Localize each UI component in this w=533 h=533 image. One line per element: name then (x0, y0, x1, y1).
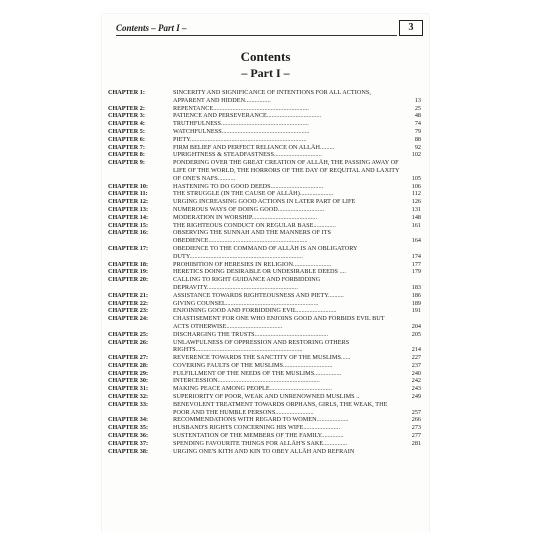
page-number: 3 (399, 20, 423, 36)
toc-entry (108, 144, 421, 152)
chapter-title: SUSTENTATION OF THE MEMBERS OF THE FAMILY.............. (173, 432, 344, 440)
table-of-contents (108, 89, 421, 455)
chapter-page-number: 273 (411, 424, 421, 432)
chapter-page-number: 277 (411, 432, 421, 440)
chapter-title: FIRM BELIEF AND PERFECT RELIANCE ON ALLĀH......... (173, 143, 335, 151)
chapter-title: SUPERIORITY OF POOR, WEAK AND UNRENOWNED MUSLIMS .. (173, 393, 360, 401)
chapter-title: INTERCESSION................................................................ (173, 377, 320, 385)
toc-entry (108, 292, 421, 300)
toc-entry (108, 159, 421, 182)
chapter-title: HERETICS DOING DESIRABLE OR UNDESIRABLE DEEDS .... (173, 268, 346, 276)
chapter-page-number: 179 (411, 268, 421, 276)
chapter-title: SINCERITY AND SIGNIFICANCE OF INTENTIONS FOR ALL ACTIONS, APPARENT AND HIDDEN................ (173, 89, 371, 104)
toc-entry (108, 448, 421, 456)
chapter-title: REPENTANCE............................................................ (173, 104, 310, 112)
chapter-page-number: 74 (414, 120, 421, 128)
chapter-page-number: 106 (411, 182, 421, 190)
toc-entry (108, 128, 421, 136)
chapter-label: CHAPTER 38: (108, 447, 149, 455)
chapter-label: CHAPTER 17: (108, 244, 149, 252)
toc-entry (108, 222, 421, 230)
contents-title: Contents (240, 49, 291, 64)
chapter-title: BENEVOLENT TREATMENT TOWARDS ORPHANS, GIRLS, THE WEAK, THE POOR AND THE HUMBLE PERSONS........................ (173, 400, 388, 416)
chapter-title: HUSBAND'S RIGHTS CONCERNING HIS WIFE....................... (173, 424, 341, 432)
chapter-page-number: 79 (414, 127, 421, 135)
chapter-page-number: 174 (411, 252, 421, 260)
chapter-label: CHAPTER 33: (108, 400, 149, 408)
toc-entry (108, 393, 421, 401)
chapter-label: CHAPTER 30: (108, 377, 149, 385)
chapter-title: CHASTISEMENT FOR ONE WHO ENJOINS GOOD AND FORBIDS EVIL BUT ACTS OTHERWISE................................... (173, 315, 385, 330)
chapter-page-number: 88 (414, 135, 421, 143)
toc-entry (108, 440, 421, 448)
toc-entry (108, 261, 421, 269)
chapter-title: DISCHARGING THE TRUSTS.............................................. (173, 330, 329, 338)
chapter-label: CHAPTER 2: (108, 104, 145, 112)
chapter-title: PATIENCE AND PERSEVERANCE.................................. (173, 112, 322, 120)
contents-subtitle: – Part I – (241, 66, 290, 80)
toc-entry (108, 245, 421, 261)
chapter-title: THE STRUGGLE (IN THE CAUSE OF ALLĀH)..................... (173, 190, 334, 198)
chapter-page-number: 13 (414, 96, 421, 104)
toc-entry (108, 268, 421, 276)
chapter-label: CHAPTER 21: (108, 291, 149, 299)
chapter-label: CHAPTER 16: (108, 229, 149, 237)
chapter-page-number: 237 (411, 361, 421, 369)
chapter-label: CHAPTER 7: (108, 143, 145, 151)
chapter-page-number: 161 (411, 221, 421, 229)
toc-entry (108, 354, 421, 362)
chapter-title: THE RIGHTEOUS CONDUCT ON REGULAR BASE.............. (173, 221, 336, 229)
toc-entry (108, 307, 421, 315)
chapter-label: CHAPTER 12: (108, 198, 149, 206)
toc-entry (108, 432, 421, 440)
toc-entry (108, 362, 421, 370)
chapter-page-number: 214 (411, 346, 421, 354)
toc-entry (108, 377, 421, 385)
toc-entry (108, 105, 421, 113)
running-title: Contents – Part I – (116, 23, 187, 33)
chapter-label: CHAPTER 37: (108, 439, 149, 447)
chapter-label: CHAPTER 8: (108, 151, 145, 159)
chapter-page-number: 102 (411, 151, 421, 159)
chapter-label: CHAPTER 10: (108, 182, 149, 190)
chapter-title: PIETY......................................................................... (173, 135, 307, 143)
chapter-title: RECOMMENDATIONS WITH REGARD TO WOMEN.................... (173, 416, 349, 424)
book-page (102, 14, 429, 533)
chapter-label: CHAPTER 27: (108, 354, 149, 362)
chapter-page-number: 240 (411, 369, 421, 377)
toc-entry (108, 331, 421, 339)
chapter-label: CHAPTER 35: (108, 424, 149, 432)
chapter-page-number: 183 (411, 283, 421, 291)
chapter-page-number: 266 (411, 416, 421, 424)
toc-entry (108, 229, 421, 245)
chapter-label: CHAPTER 13: (108, 205, 149, 213)
chapter-label: CHAPTER 31: (108, 385, 149, 393)
chapter-page-number: 92 (414, 143, 421, 151)
chapter-title: ASSISTANCE TOWARDS RIGHTEOUSNESS AND PIETY.......... (173, 291, 344, 299)
toc-entry (108, 112, 421, 120)
header-rule (116, 35, 397, 36)
chapter-label: CHAPTER 20: (108, 276, 149, 284)
chapter-page-number: 249 (411, 393, 421, 401)
chapter-page-number: 112 (411, 190, 421, 198)
chapter-title: PROHIBITION OF HERESIES IN RELIGION........................ (173, 260, 332, 268)
chapter-title: MODERATION IN WORSHIP......................................... (173, 213, 318, 221)
chapter-title: COVERING FAULTS OF THE MUSLIMS............................... (173, 361, 333, 369)
chapter-label: CHAPTER 34: (108, 416, 149, 424)
chapter-label: CHAPTER 4: (108, 120, 145, 128)
chapter-title: UPRIGHTNESS & STEADFASTNESS.............................. (173, 151, 322, 159)
chapter-label: CHAPTER 3: (108, 112, 145, 120)
chapter-label: CHAPTER 29: (108, 369, 149, 377)
chapter-label: CHAPTER 19: (108, 268, 149, 276)
chapter-label: CHAPTER 9: (108, 159, 145, 167)
chapter-label: CHAPTER 1: (108, 89, 145, 96)
chapter-title: NUMEROUS WAYS OF DOING GOOD............................. (173, 205, 325, 213)
chapter-label: CHAPTER 28: (108, 361, 149, 369)
toc-entry (108, 385, 421, 393)
chapter-page-number: 242 (411, 377, 421, 385)
chapter-label: CHAPTER 24: (108, 315, 149, 323)
chapter-page-number: 131 (411, 205, 421, 213)
toc-entry (108, 89, 421, 105)
chapter-label: CHAPTER 26: (108, 338, 149, 346)
chapter-page-number: 204 (411, 322, 421, 330)
chapter-page-number: 243 (411, 385, 421, 393)
chapter-label: CHAPTER 15: (108, 221, 149, 229)
chapter-title: OBEDIENCE TO THE COMMAND OF ALLĀH IS AN OBLIGATORY DUTY....................................................................... (173, 244, 358, 260)
page-header (108, 20, 423, 37)
toc-entry (108, 206, 421, 214)
toc-entry (108, 214, 421, 222)
toc-entry (108, 300, 421, 308)
toc-entry (108, 120, 421, 128)
chapter-title: WATCHFULNESS....................................................... (173, 127, 310, 135)
chapter-page-number: 281 (411, 439, 421, 447)
toc-entry (108, 401, 421, 417)
chapter-title: UNLAWFULNESS OF OPPRESSION AND RESTORING OTHERS RIGHTS................................................................... (173, 338, 350, 354)
chapter-page-number: 227 (411, 354, 421, 362)
chapter-page-number: 126 (411, 198, 421, 206)
chapter-title: FULFILLMENT OF THE NEEDS OF THE MUSLIMS................. (173, 369, 342, 377)
chapter-label: CHAPTER 23: (108, 307, 149, 315)
chapter-page-number: 164 (411, 237, 421, 245)
chapter-page-number: 25 (414, 104, 421, 112)
chapter-label: CHAPTER 11: (108, 190, 148, 198)
toc-entry (108, 276, 421, 292)
chapter-label: CHAPTER 32: (108, 393, 149, 401)
chapter-label: CHAPTER 5: (108, 127, 145, 135)
chapter-title: OBSERVING THE SUNNAH AND THE MANNERS OF ITS OBEDIENCE.............................................................. (173, 229, 332, 245)
chapter-label: CHAPTER 18: (108, 260, 149, 268)
chapter-title: PONDERING OVER THE GREAT CREATION OF ALLĀH, THE PASSING AWAY OF LIFE OF THE WORLD, THE HORRORS OF THE DAY OF REQUITAL AND LAXITY OF ONE'S NAFS........... (173, 159, 400, 182)
chapter-label: CHAPTER 36: (108, 432, 149, 440)
chapter-label: CHAPTER 14: (108, 213, 149, 221)
chapter-title: MAKING PEACE AMONG PEOPLE....................................... (173, 385, 332, 393)
toc-entry (108, 198, 421, 206)
chapter-page-number: 148 (411, 213, 421, 221)
toc-entry (108, 190, 421, 198)
chapter-label: CHAPTER 22: (108, 299, 149, 307)
chapter-title: ENJOINING GOOD AND FORBIDDING EVIL......................... (173, 307, 337, 315)
chapter-title: URGING ONE'S KITH AND KIN TO OBEY ALLĀH AND REFRAIN (173, 447, 355, 455)
toc-entry (108, 339, 421, 355)
chapter-page-number: 177 (411, 260, 421, 268)
chapter-title: URGING INCREASING GOOD ACTIONS IN LATER PART OF LIFE (173, 198, 356, 206)
chapter-page-number: 189 (411, 299, 421, 307)
chapter-title: CALLING TO RIGHT GUIDANCE AND FORBIDDING DEPRAVITY......................................................... (173, 276, 321, 291)
chapter-page-number: 191 (411, 307, 421, 315)
chapter-title: TRUTHFULNESS....................................................... (173, 120, 309, 128)
toc-entry (108, 370, 421, 378)
chapter-title: GIVING COUNSEL.......................................................... (173, 299, 319, 307)
chapter-title: REVERENCE TOWARDS THE SANCTITY OF THE MUSLIMS...... (173, 354, 351, 362)
chapter-label: CHAPTER 25: (108, 330, 149, 338)
chapter-page-number: 257 (411, 408, 421, 416)
toc-entry (108, 136, 421, 144)
chapter-title: HASTENING TO DO GOOD DEEDS................................. (173, 182, 324, 190)
toc-entry (108, 183, 421, 191)
chapter-page-number: 186 (411, 291, 421, 299)
toc-entry (108, 315, 421, 331)
toc-entry (108, 416, 421, 424)
chapter-label: CHAPTER 6: (108, 135, 145, 143)
chapter-page-number: 205 (411, 330, 421, 338)
chapter-page-number: 48 (414, 112, 421, 120)
toc-entry (108, 424, 421, 432)
toc-entry (108, 151, 421, 159)
chapter-title: SPENDING FAVOURITE THINGS FOR ALLĀH'S SAKE............... (173, 439, 348, 447)
chapter-page-number: 105 (411, 174, 421, 182)
